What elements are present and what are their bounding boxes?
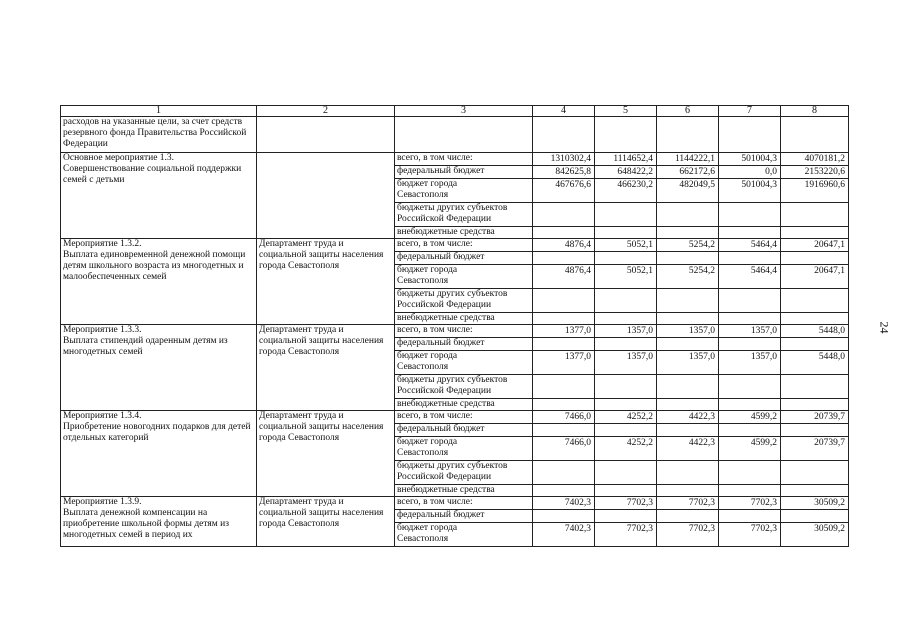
column-header: 8: [781, 106, 849, 117]
table-row: [61, 325, 849, 338]
amount-cell: [657, 461, 719, 485]
amount-cell: [781, 485, 849, 497]
amount-cell: [719, 485, 781, 497]
amount-cell: 20739,7: [781, 411, 849, 424]
amount-cell: [719, 399, 781, 411]
amount-cell: [657, 510, 719, 523]
amount-cell: [781, 399, 849, 411]
amount-cell: [719, 289, 781, 313]
amount-cell: 20739,7: [781, 437, 849, 461]
continuation-text: расходов на указанные цели, за счет средств резервного фонда Правительства Российской Федерации: [61, 117, 257, 153]
amount-cell: 4070181,2: [781, 153, 849, 166]
amount-cell: [781, 510, 849, 523]
amount-cell: 4876,4: [533, 265, 595, 289]
funding-source: бюджет города Севастополя: [395, 437, 533, 461]
activity-title: Мероприятие 1.3.4. Приобретение новогодних подарков для детей отдельных категорий: [61, 411, 257, 497]
column-header: 5: [595, 106, 657, 117]
amount-cell: 7702,3: [657, 497, 719, 510]
amount-cell: [719, 424, 781, 437]
amount-cell: 1916960,6: [781, 179, 849, 203]
column-header: 1: [61, 106, 257, 117]
amount-cell: [533, 338, 595, 351]
amount-cell: [595, 461, 657, 485]
amount-cell: [595, 424, 657, 437]
page-number: 24: [877, 321, 892, 334]
funding-source: федеральный бюджет: [395, 166, 533, 179]
amount-cell: [533, 424, 595, 437]
amount-cell: 467676,6: [533, 179, 595, 203]
funding-source: внебюджетные средства: [395, 313, 533, 325]
funding-source: бюджет города Севастополя: [395, 265, 533, 289]
amount-cell: [781, 338, 849, 351]
amount-cell: [533, 485, 595, 497]
amount-cell: 4422,3: [657, 437, 719, 461]
funding-source: федеральный бюджет: [395, 424, 533, 437]
amount-cell: 20647,1: [781, 265, 849, 289]
activity-title: Мероприятие 1.3.2. Выплата единовременной денежной помощи детям школьного возраста из многодетных и малообеспеченных семей: [61, 239, 257, 325]
amount-cell: [657, 289, 719, 313]
funding-source: бюджет города Севастополя: [395, 179, 533, 203]
amount-cell: [533, 375, 595, 399]
amount-cell: [657, 399, 719, 411]
amount-cell: [657, 227, 719, 239]
amount-cell: 1310302,4: [533, 153, 595, 166]
amount-cell: 1114652,4: [595, 153, 657, 166]
amount-cell: 4252,2: [595, 411, 657, 424]
amount-cell: 7702,3: [595, 497, 657, 510]
amount-cell: [657, 313, 719, 325]
amount-cell: 5254,2: [657, 265, 719, 289]
amount-cell: [719, 375, 781, 399]
table-row: [61, 153, 849, 166]
amount-cell: [595, 252, 657, 265]
funding-source: внебюджетные средства: [395, 227, 533, 239]
amount-cell: [719, 313, 781, 325]
amount-cell: 5052,1: [595, 239, 657, 252]
amount-cell: 20647,1: [781, 239, 849, 252]
amount-cell: [657, 338, 719, 351]
amount-cell: 842625,8: [533, 166, 595, 179]
amount-cell: [781, 203, 849, 227]
funding-source: всего, в том числе:: [395, 497, 533, 510]
amount-cell: [533, 399, 595, 411]
funding-source: федеральный бюджет: [395, 338, 533, 351]
amount-cell: 4252,2: [595, 437, 657, 461]
amount-cell: 7466,0: [533, 437, 595, 461]
amount-cell: 7702,3: [719, 523, 781, 547]
amount-cell: 4876,4: [533, 239, 595, 252]
amount-cell: 4599,2: [719, 437, 781, 461]
funding-source: бюджеты других субъектов Российской Федерации: [395, 289, 533, 313]
executor-cell: Департамент труда и социальной защиты населения города Севастополя: [257, 325, 395, 411]
amount-cell: [595, 510, 657, 523]
amount-cell: 30509,2: [781, 523, 849, 547]
amount-cell: 5254,2: [657, 239, 719, 252]
amount-cell: 501004,3: [719, 153, 781, 166]
column-header: 3: [395, 106, 533, 117]
amount-cell: [533, 289, 595, 313]
amount-cell: [595, 485, 657, 497]
amount-cell: 662172,6: [657, 166, 719, 179]
amount-cell: [595, 338, 657, 351]
funding-source: всего, в том числе:: [395, 325, 533, 338]
amount-cell: 1357,0: [657, 325, 719, 338]
amount-cell: 501004,3: [719, 179, 781, 203]
amount-cell: [781, 375, 849, 399]
funding-source: внебюджетные средства: [395, 399, 533, 411]
amount-cell: [781, 424, 849, 437]
executor-cell: Департамент труда и социальной защиты населения города Севастополя: [257, 239, 395, 325]
amount-cell: [657, 203, 719, 227]
funding-source: бюджеты других субъектов Российской Федерации: [395, 375, 533, 399]
amount-cell: 7402,3: [533, 497, 595, 510]
amount-cell: 4422,3: [657, 411, 719, 424]
amount-cell: [533, 252, 595, 265]
amount-cell: [781, 252, 849, 265]
amount-cell: 30509,2: [781, 497, 849, 510]
amount-cell: [719, 461, 781, 485]
amount-cell: [595, 313, 657, 325]
amount-cell: [719, 510, 781, 523]
column-header: 2: [257, 106, 395, 117]
amount-cell: 7402,3: [533, 523, 595, 547]
amount-cell: 7702,3: [595, 523, 657, 547]
table-body: [61, 106, 849, 547]
amount-cell: [719, 338, 781, 351]
executor-cell: Департамент труда и социальной защиты населения города Севастополя: [257, 497, 395, 547]
column-header: 4: [533, 106, 595, 117]
funding-source: федеральный бюджет: [395, 510, 533, 523]
amount-cell: 5448,0: [781, 351, 849, 375]
amount-cell: [657, 375, 719, 399]
amount-cell: 648422,2: [595, 166, 657, 179]
amount-cell: 5464,4: [719, 265, 781, 289]
amount-cell: [595, 227, 657, 239]
amount-cell: [533, 313, 595, 325]
amount-cell: 7466,0: [533, 411, 595, 424]
header-row: [61, 106, 849, 117]
table-row: [61, 411, 849, 424]
activity-title: Мероприятие 1.3.3. Выплата стипендий одаренным детям из многодетных семей: [61, 325, 257, 411]
amount-cell: 5448,0: [781, 325, 849, 338]
amount-cell: 1144222,1: [657, 153, 719, 166]
amount-cell: [657, 252, 719, 265]
amount-cell: 466230,2: [595, 179, 657, 203]
funding-source: всего, в том числе:: [395, 411, 533, 424]
column-header: 6: [657, 106, 719, 117]
funding-source: бюджет города Севастополя: [395, 351, 533, 375]
table-row: [61, 239, 849, 252]
amount-cell: 1357,0: [595, 325, 657, 338]
amount-cell: 1357,0: [719, 351, 781, 375]
amount-cell: 7702,3: [719, 497, 781, 510]
amount-cell: [781, 289, 849, 313]
amount-cell: 7702,3: [657, 523, 719, 547]
amount-cell: [781, 227, 849, 239]
amount-cell: [595, 375, 657, 399]
amount-cell: [781, 313, 849, 325]
amount-cell: 1357,0: [719, 325, 781, 338]
continuation-row: [61, 117, 849, 153]
amount-cell: 5464,4: [719, 239, 781, 252]
amount-cell: [533, 461, 595, 485]
funding-source: внебюджетные средства: [395, 485, 533, 497]
amount-cell: [719, 252, 781, 265]
funding-source: всего, в том числе:: [395, 153, 533, 166]
amount-cell: [719, 203, 781, 227]
funding-source: бюджет города Севастополя: [395, 523, 533, 547]
amount-cell: [533, 203, 595, 227]
amount-cell: 4599,2: [719, 411, 781, 424]
amount-cell: 2153220,6: [781, 166, 849, 179]
funding-source: всего, в том числе:: [395, 239, 533, 252]
funding-source: бюджеты других субъектов Российской Федерации: [395, 203, 533, 227]
activity-title: Мероприятие 1.3.9. Выплата денежной компенсации на приобретение школьной формы детям из многодетных семей в период их: [61, 497, 257, 547]
amount-cell: [781, 461, 849, 485]
amount-cell: 1357,0: [657, 351, 719, 375]
executor-cell: Департамент труда и социальной защиты населения города Севастополя: [257, 411, 395, 497]
executor-cell: [257, 153, 395, 239]
amount-cell: 5052,1: [595, 265, 657, 289]
amount-cell: [533, 227, 595, 239]
table-row: [61, 497, 849, 510]
amount-cell: [595, 399, 657, 411]
amount-cell: [657, 424, 719, 437]
amount-cell: 482049,5: [657, 179, 719, 203]
amount-cell: 1357,0: [595, 351, 657, 375]
column-header: 7: [719, 106, 781, 117]
amount-cell: [595, 203, 657, 227]
funding-source: бюджеты других субъектов Российской Федерации: [395, 461, 533, 485]
amount-cell: [595, 289, 657, 313]
budget-table: [60, 105, 849, 547]
amount-cell: 1377,0: [533, 351, 595, 375]
amount-cell: 1377,0: [533, 325, 595, 338]
amount-cell: 0,0: [719, 166, 781, 179]
amount-cell: [533, 510, 595, 523]
activity-title: Основное мероприятие 1.3. Совершенствование социальной поддержки семей с детьми: [61, 153, 257, 239]
amount-cell: [657, 485, 719, 497]
amount-cell: [719, 227, 781, 239]
funding-source: федеральный бюджет: [395, 252, 533, 265]
